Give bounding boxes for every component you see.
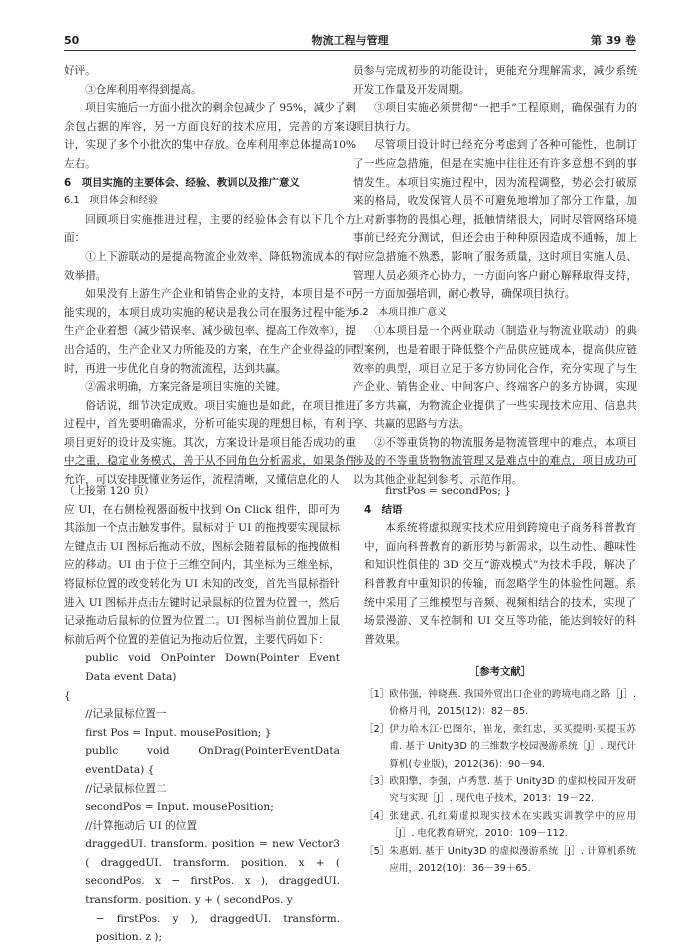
paragraph: 尽管项目设计时已经充分考虑到了各种可能性，也制订了一些应急措施，但是在实施中往往还有许多意想不到的事情发生。本项目实施过程中，因为流程调整，势必会打破原来的格局，收发保管人员不可避免地增加了部分工作量，加上对新事物的畏惧心理，抵触情绪很大，同时尽管网络环境事前已经充分测试，但还会由于种种原因造成不通畅，加上对应急措施不熟悉，影响了服务质量，这时项目实施人员、管理人员必须齐心协力，一方面向客户耐心解释取得支持，另一方面加强培训，耐心教导，确保项目执行。 (353, 139, 637, 301)
code-line: //计算拖动后 UI 的位置 (85, 819, 197, 832)
code-line: //记录鼠标位置一 (85, 708, 167, 721)
reference-text: 张建武. 孔红菊虚拟现实技术在实践实训教学中的应用［J］. 电化教育研究，2010：109－112. (389, 810, 636, 840)
journal-title: 物流工程与管理 (311, 34, 389, 47)
reference-number: ［4］ (364, 810, 390, 822)
reference-item (364, 773, 636, 808)
reference-number: ［1］ (364, 688, 390, 700)
subsection-heading: 6.1 项目体会和经验 (64, 195, 158, 207)
paragraph: 如果没有上游生产企业和销售企业的支持，本项目是不可能实现的，本项目成功实施的秘诀是我公司在服务过程中能为生产企业着想（减少错误率、减少破包率、提高工作效率），提出合适的，生产企业又力所能及的方案，在生产企业得益的同时，再进一步优化自身的物流流程，达到共赢。 (64, 288, 356, 375)
paragraph: ①上下游联动的是提高物流企业效率、降低物流成本的有效举措。 (64, 250, 356, 282)
continuation-note: （上接第 120 页） (64, 485, 155, 497)
section-heading: 4 结语 (364, 503, 403, 516)
top-left-column (64, 62, 356, 490)
paragraph: ③仓库利用率得到提高。 (85, 83, 202, 96)
reference-number: ［2］ (364, 723, 390, 735)
code-line: public void OnDrag(PointerEventData eventData) { (85, 745, 340, 776)
page-number: 50 (64, 34, 80, 47)
reference-item (364, 721, 636, 773)
reference-item (364, 686, 636, 721)
code-line: draggedUI. transform. position = new Vector3 ( draggedUI. transform. position. x + ( secondPos. x − firstPos. x ), draggedUI. transform. position. y + ( secondPos. y (85, 838, 340, 907)
volume-label: 第 39 卷 (591, 34, 636, 47)
section-divider (64, 465, 636, 466)
paragraph: ③项目实施必须贯彻“一把手”工程原则，确保强有力的项目执行力。 (353, 102, 637, 133)
page-header (64, 30, 636, 51)
code-line: firstPos = secondPos; } (385, 485, 511, 497)
reference-text: 欧伟强，钟晓燕. 我国外贸出口企业的跨境电商之路［J］. 价格月刊，2015(12)：82－85. (389, 688, 636, 718)
paragraph: 好评。 (64, 65, 96, 77)
paragraph: 本系统将虚拟现实技术应用到跨境电子商务科普教育中，面向科普教育的新形势与新需求，以生动性、趣味性和知识性俱佳的 3D 交互“游戏模式”为技术手段，解决了科普教育中重知识的传输，而忽略学生的体验性问题。系统中采用了三维模型与音频、视频相结合的技术，实现了场景漫游、叉车控制和 UI 交互等功能，能达到较好的科普效果。 (364, 522, 636, 646)
references-heading: ［参考文献］ (468, 666, 532, 679)
bottom-left-column (64, 482, 340, 947)
reference-item (364, 808, 636, 843)
subsection-heading: 6.2 本项目推广意义 (353, 306, 447, 318)
reference-item (364, 843, 636, 878)
code-line: − firstPos. y ), draggedUI. transform. position. z ); (95, 912, 340, 944)
code-line: public void OnPointer Down(Pointer Event Data event Data) (85, 652, 340, 683)
code-line: //记录鼠标位置二 (85, 782, 167, 795)
reference-text: 欧阳擎，李强，卢秀慧. 基于 Unity3D 的虚拟校园开发研究与实现［J］. 现代电子技术，2013：19－22. (389, 775, 636, 805)
top-right-column (353, 62, 637, 490)
reference-text: 伊力哈木江·巴图尔，崔龙，张红忠，买买提明·买提玉苏甫. 基于 Unity3D 的三维数字校园漫游系统［J］. 现代计算机(专业版)，2012(36)：90－94. (389, 723, 636, 770)
paragraph: ①本项目是一个两业联动（制造业与物流业联动）的典型案例，也是着眼于降低整个产品供应链成本，提高供应链效率的典型，项目立足于多方协同化合作，充分实现了与生产企业、销售企业、中间客户、终端客户的多方协调，实现了多方共赢，为物流企业提供了一些实现技术应用、信息共享、共赢的思路与方法。 (353, 325, 637, 431)
section-heading: 6 项目实施的主要体会、经验、教训以及推广意义 (64, 176, 300, 189)
paragraph: 应 UI，在右侧检视器面板中找到 On Click 组件，即可为其添加一个点击触发事件。鼠标对于 UI 的拖拽要实现鼠标左键点击 UI 图标后拖动不放，图标会随着鼠标的拖拽做相应的移动。UI 由于位于三维空间内，其坐标为三维坐标，将鼠标位置的改变转化为 UI 未知的改变，首先当鼠标指针进入 UI 图标并点击左键时记录鼠标的位置为位置一，然后记录拖动后鼠标的位置为位置二。UI 图标当前位置加上鼠标前后两个位置的差值记为拖动后位置，主要代码如下： (64, 503, 340, 646)
code-line: { (64, 689, 71, 702)
bottom-right-column (364, 482, 636, 877)
paragraph: 俗话说，细节决定成败。项目实施也是如此，在项目推进过程中，首先要明确需求，分析可能实现的理想目标，有利于项目更好的设计及实施。其次，方案设计是项目能否成功的重中之重，稳定业务模式，善于从不同角色分析需求，如果条件允许，可以安排既懂业务运作，流程清晰，又懂信息化的人 (64, 399, 356, 487)
code-line: first Pos = Input. mousePosition; } (85, 726, 272, 739)
paragraph: ②需求明确，方案完备是项目实施的关键。 (85, 381, 287, 394)
reference-text: 朱惠娟. 基于 Unity3D 的虚拟漫游系统［J］. 计算机系统应用，2012(10)：36－39＋65. (389, 845, 636, 874)
paragraph: 员参与完成初步的功能设计，更能充分理解需求，减少系统开发工作量及开发周期。 (353, 65, 637, 96)
code-line: secondPos = Input. mousePosition; (85, 801, 274, 814)
reference-number: ［5］ (364, 845, 390, 857)
paragraph: 回顾项目实施推进过程，主要的经验体会有以下几个方面： (64, 213, 356, 245)
reference-number: ［3］ (364, 775, 390, 787)
paragraph: 项目实施后一方面小批次的剩余包减少了 95%，减少了剩余包占据的库容，另一方面良好的技术应用，完善的方案设计，实现了多个小批次的集中存放。仓库利用率总体提高10%左右。 (64, 102, 356, 170)
paragraph: ②不等重货物的物流服务是物流管理中的难点，本项目涉及的不等重货物物流管理又是难点中的难点，项目成功可以为其他企业起到参考、示范作用。 (353, 436, 637, 487)
